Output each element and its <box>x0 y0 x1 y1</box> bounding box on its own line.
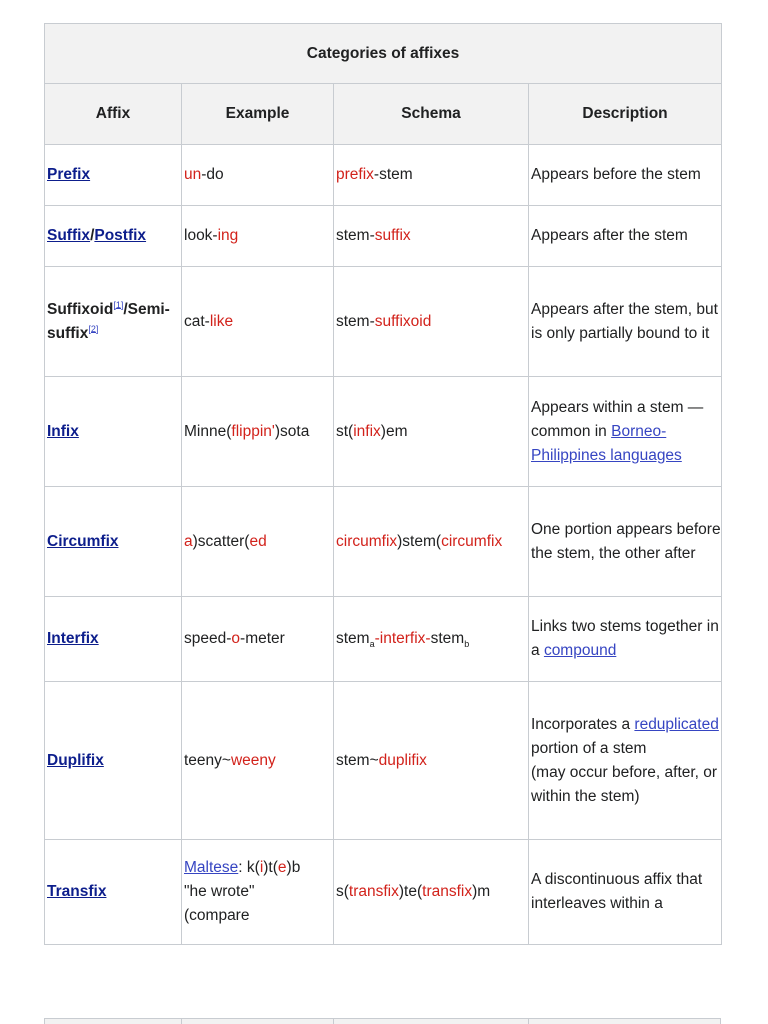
schema-stem: stem- <box>336 312 375 330</box>
description-text: Appears within a stem — common in <box>531 398 704 440</box>
suffix-link[interactable]: Suffix <box>47 227 91 244</box>
table-row-suffixoid <box>45 267 722 377</box>
example-stem: teeny~ <box>184 751 231 769</box>
example-stem: cat- <box>184 312 210 330</box>
reference-link-1[interactable]: [1] <box>113 299 124 310</box>
affix-cell <box>45 487 182 597</box>
affix-cell <box>45 267 182 377</box>
postfix-link[interactable]: Postfix <box>94 227 147 244</box>
example-part-1: : k( <box>238 859 260 876</box>
example-cell <box>182 682 334 840</box>
schema-stem: stem- <box>336 227 375 244</box>
interfix-link[interactable]: Interfix <box>47 630 99 647</box>
example-cell <box>182 377 334 487</box>
reference-link-2[interactable]: [2] <box>88 323 99 334</box>
schema-stem: -stem <box>373 166 413 183</box>
transfix-link[interactable]: Transfix <box>47 883 107 900</box>
example-affix-start: a <box>184 532 193 550</box>
schema-affix: suffix <box>374 227 411 244</box>
schema-stem-start: st( <box>336 422 354 440</box>
next-table-top-edge <box>44 1018 721 1024</box>
example-affix-1: i <box>259 859 264 876</box>
table-row-transfix <box>45 840 722 945</box>
schema-stem-end: )em <box>380 422 408 440</box>
schema-stem: stem~ <box>336 751 379 769</box>
subscript-b: b <box>464 639 470 650</box>
example-stem: look- <box>184 227 218 244</box>
description-cell <box>529 377 722 487</box>
affix-cell <box>45 206 182 267</box>
example-stem-a: speed- <box>184 630 232 647</box>
schema-affix-end: circumfix <box>441 532 503 550</box>
next-table-cell <box>45 1019 182 1024</box>
reduplicated-link[interactable]: reduplicated <box>634 715 719 733</box>
description-cell: A discontinuous affix that interleaves within a <box>529 840 722 945</box>
description-cell: Appears before the stem <box>529 145 722 206</box>
description-cell <box>529 597 722 682</box>
example-stem-start: Minne( <box>184 422 232 440</box>
header-description: Description <box>529 84 722 145</box>
affix-categories-table <box>44 23 722 945</box>
example-part-2: )t( <box>263 859 278 876</box>
example-compare: (compare <box>184 907 250 924</box>
description-cell: Appears after the stem <box>529 206 722 267</box>
schema-part-2: )te( <box>398 883 423 900</box>
schema-affix: prefix <box>336 166 374 183</box>
schema-affix-1: transfix <box>348 883 399 900</box>
example-stem: )scatter( <box>192 532 250 550</box>
affix-cell <box>45 682 182 840</box>
schema-cell <box>334 682 529 840</box>
schema-cell <box>334 487 529 597</box>
header-affix: Affix <box>45 84 182 145</box>
schema-cell <box>334 597 529 682</box>
table-caption: Categories of affixes <box>45 24 722 84</box>
example-affix: weeny <box>230 751 276 769</box>
affix-cell <box>45 377 182 487</box>
compound-link[interactable]: compound <box>543 642 617 659</box>
example-cell <box>182 840 334 945</box>
example-cell <box>182 487 334 597</box>
example-gloss: "he wrote" <box>184 883 255 900</box>
prefix-link[interactable]: Prefix <box>47 166 91 183</box>
schema-cell <box>334 377 529 487</box>
example-cell <box>182 597 334 682</box>
example-affix: ing <box>217 227 239 244</box>
schema-cell <box>334 267 529 377</box>
description-cell: One portion appears before the stem, the other after <box>529 487 722 597</box>
example-cell <box>182 267 334 377</box>
table-row-suffix <box>45 206 722 267</box>
example-stem-end: )sota <box>274 422 310 440</box>
schema-affix: duplifix <box>378 751 427 769</box>
next-table-cell <box>182 1019 334 1024</box>
schema-affix: infix <box>353 422 381 440</box>
schema-stem-a: stem <box>336 630 370 647</box>
subscript-a: a <box>369 639 375 650</box>
description-text-middle: portion of a stem <box>531 739 647 757</box>
header-schema: Schema <box>334 84 529 145</box>
example-affix-end: ed <box>249 532 267 550</box>
table-row-infix <box>45 377 722 487</box>
schema-affix-start: circumfix <box>336 532 398 550</box>
schema-part-3: )m <box>472 883 491 900</box>
example-stem: -do <box>201 166 224 183</box>
description-text-start: Incorporates a <box>531 715 635 733</box>
table-row-duplifix <box>45 682 722 840</box>
next-table-cell <box>529 1019 720 1024</box>
schema-stem: )stem( <box>397 532 442 550</box>
schema-cell <box>334 840 529 945</box>
duplifix-link[interactable]: Duplifix <box>47 751 104 769</box>
description-cell <box>529 682 722 840</box>
description-text: Links two stems together in a <box>531 618 719 659</box>
separator: / <box>90 227 95 244</box>
example-stem-b: -meter <box>240 630 285 647</box>
infix-link[interactable]: Infix <box>47 422 79 440</box>
affix-cell <box>45 145 182 206</box>
affix-cell <box>45 840 182 945</box>
schema-affix: -interfix- <box>374 630 431 647</box>
schema-cell <box>334 145 529 206</box>
circumfix-link[interactable]: Circumfix <box>47 532 119 550</box>
table-row-prefix <box>45 145 722 206</box>
semi-suffix-label: /Semi-suffix <box>47 300 170 342</box>
example-affix: o <box>231 630 241 647</box>
example-cell <box>182 206 334 267</box>
schema-stem-b: stem <box>430 630 465 647</box>
table-row-circumfix <box>45 487 722 597</box>
example-affix: flippin' <box>231 422 275 440</box>
maltese-link[interactable]: Maltese <box>184 859 239 876</box>
suffixoid-label: Suffixoid <box>47 300 114 318</box>
example-affix: like <box>209 312 234 330</box>
description-cell: Appears after the stem, but is only partially bound to it <box>529 267 722 377</box>
example-affix-2: e <box>277 859 287 876</box>
description-text-note: (may occur before, after, or within the stem) <box>531 763 718 805</box>
schema-part-1: s( <box>336 883 349 900</box>
example-affix: un <box>184 166 202 183</box>
next-table-cell <box>334 1019 529 1024</box>
header-example: Example <box>182 84 334 145</box>
example-cell <box>182 145 334 206</box>
schema-cell <box>334 206 529 267</box>
table-row-interfix <box>45 597 722 682</box>
schema-affix: suffixoid <box>374 312 432 330</box>
borneo-philippines-languages-link[interactable]: Borneo-Philippines languages <box>531 422 682 464</box>
affix-cell <box>45 597 182 682</box>
schema-affix-2: transfix <box>422 883 473 900</box>
example-part-3: )b <box>286 859 301 876</box>
